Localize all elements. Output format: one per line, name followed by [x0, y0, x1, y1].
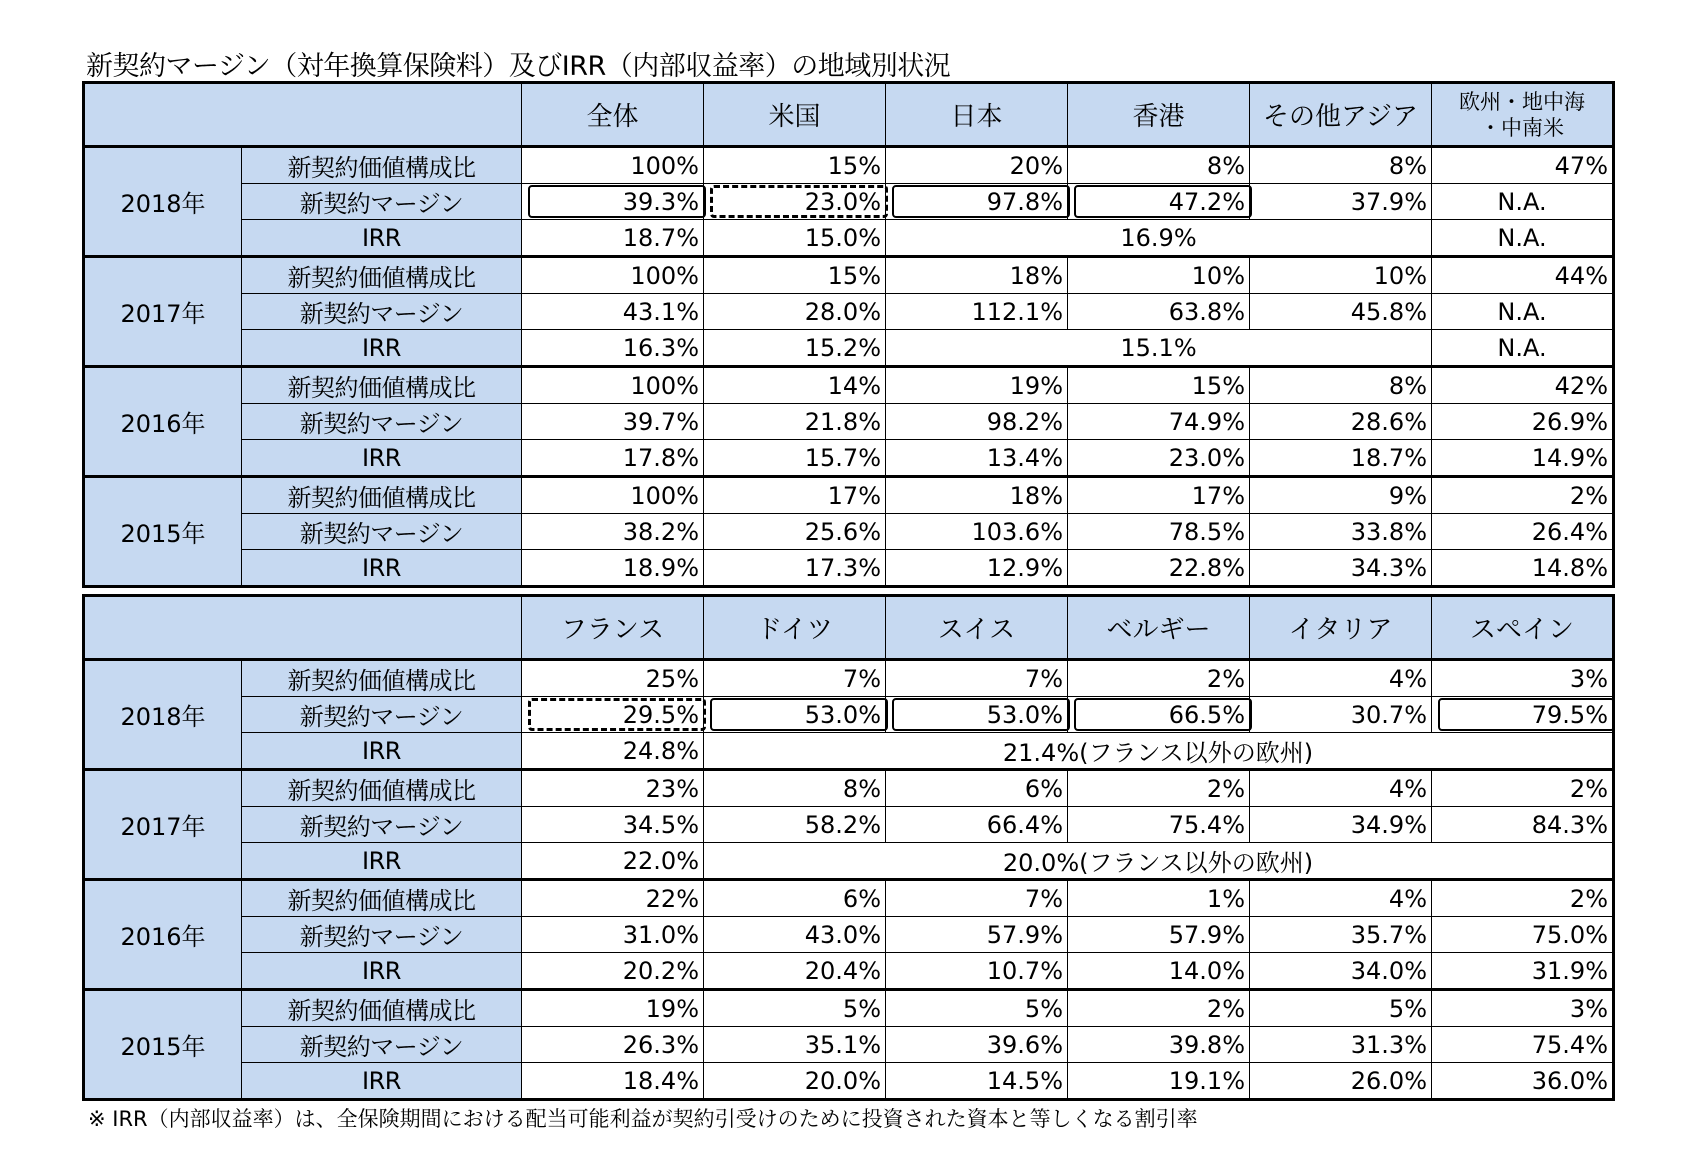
table-cell: 15.7% — [704, 440, 886, 477]
table-cell: 22% — [522, 880, 704, 917]
table-cell: 57.9% — [1068, 917, 1250, 953]
table-cell: 20% — [886, 147, 1068, 184]
table-cell: N.A. — [1432, 330, 1614, 367]
table-row — [84, 184, 1614, 220]
row-label: 新契約マージン — [242, 294, 522, 330]
table-cell: 17.3% — [704, 550, 886, 587]
table-cell: 9% — [1250, 477, 1432, 514]
table-cell: N.A. — [1432, 220, 1614, 257]
table-cell: 34.3% — [1250, 550, 1432, 587]
table-cell: 53.0% — [886, 697, 1068, 733]
table-cell: 17.8% — [522, 440, 704, 477]
table-row — [84, 733, 1614, 770]
table-header-row — [84, 596, 1614, 660]
table-cell: 19% — [886, 367, 1068, 404]
table-row — [84, 917, 1614, 953]
year-cell: 2015年 — [84, 990, 242, 1100]
table-cell: 5% — [886, 990, 1068, 1027]
table-cell: 8% — [1250, 367, 1432, 404]
table-cell: 14.0% — [1068, 953, 1250, 990]
year-cell: 2016年 — [84, 880, 242, 990]
table-cell: 58.2% — [704, 807, 886, 843]
table-cell: 103.6% — [886, 514, 1068, 550]
table-row — [84, 147, 1614, 184]
table-cell: 2% — [1432, 477, 1614, 514]
table-cell: 4% — [1250, 880, 1432, 917]
column-header: その他アジア — [1250, 83, 1432, 147]
row-label: 新契約マージン — [242, 807, 522, 843]
row-label: 新契約価値構成比 — [242, 477, 522, 514]
table-cell: 100% — [522, 147, 704, 184]
table-cell: 18.7% — [1250, 440, 1432, 477]
row-label: 新契約価値構成比 — [242, 990, 522, 1027]
table-cell: 15.0% — [704, 220, 886, 257]
table-cell: 75.0% — [1432, 917, 1614, 953]
table-cell: 29.5% — [522, 697, 704, 733]
table-cell: 20.0% — [704, 1063, 886, 1100]
table-cell: 16.3% — [522, 330, 704, 367]
table-row — [84, 404, 1614, 440]
table-cell: 17% — [1068, 477, 1250, 514]
row-label: 新契約マージン — [242, 404, 522, 440]
row-label: 新契約価値構成比 — [242, 660, 522, 697]
row-label: 新契約価値構成比 — [242, 367, 522, 404]
table-cell: 100% — [522, 367, 704, 404]
table-cell: 34.5% — [522, 807, 704, 843]
row-label: IRR — [242, 733, 522, 770]
column-header: 欧州・地中海 ・中南米 — [1432, 83, 1614, 147]
table-cell: 43.0% — [704, 917, 886, 953]
table-cell: 75.4% — [1068, 807, 1250, 843]
table-cell: 26.9% — [1432, 404, 1614, 440]
table-cell: 35.7% — [1250, 917, 1432, 953]
row-label: 新契約マージン — [242, 514, 522, 550]
column-header: 日本 — [886, 83, 1068, 147]
table-cell: 79.5% — [1432, 697, 1614, 733]
table-cell: 31.9% — [1432, 953, 1614, 990]
table-cell: 17% — [704, 477, 886, 514]
row-label: IRR — [242, 330, 522, 367]
table-cell: 26.3% — [522, 1027, 704, 1063]
table-cell: 45.8% — [1250, 294, 1432, 330]
table-cell: 14% — [704, 367, 886, 404]
table-cell: 2% — [1068, 660, 1250, 697]
table-cell: 10% — [1068, 257, 1250, 294]
table-cell: 2% — [1432, 880, 1614, 917]
row-label: 新契約価値構成比 — [242, 770, 522, 807]
table-cell: 18.4% — [522, 1063, 704, 1100]
column-header: フランス — [522, 596, 704, 660]
table-cell: 25% — [522, 660, 704, 697]
row-label: 新契約価値構成比 — [242, 880, 522, 917]
table-cell: 39.8% — [1068, 1027, 1250, 1063]
table-cell: 112.1% — [886, 294, 1068, 330]
year-cell: 2018年 — [84, 147, 242, 257]
table-cell: 36.0% — [1432, 1063, 1614, 1100]
table-cell: 63.8% — [1068, 294, 1250, 330]
table-cell: N.A. — [1432, 184, 1614, 220]
table-cell: 35.1% — [704, 1027, 886, 1063]
table-cell: 37.9% — [1250, 184, 1432, 220]
row-label: IRR — [242, 953, 522, 990]
table-cell: 14.8% — [1432, 550, 1614, 587]
table-cell: 84.3% — [1432, 807, 1614, 843]
table-cell: 14.5% — [886, 1063, 1068, 1100]
table-cell: 1% — [1068, 880, 1250, 917]
table-cell: 20.2% — [522, 953, 704, 990]
table-cell: 4% — [1250, 770, 1432, 807]
table-row — [84, 843, 1614, 880]
table-row — [84, 367, 1614, 404]
column-header: 米国 — [704, 83, 886, 147]
table-row — [84, 294, 1614, 330]
row-label: 新契約価値構成比 — [242, 257, 522, 294]
table-cell: 3% — [1432, 660, 1614, 697]
table-cell: 18.9% — [522, 550, 704, 587]
table-cell: 74.9% — [1068, 404, 1250, 440]
table-cell: 2% — [1068, 770, 1250, 807]
row-label: IRR — [242, 550, 522, 587]
table-cell: 44% — [1432, 257, 1614, 294]
corner-cell — [84, 596, 522, 660]
table-cell: 2% — [1432, 770, 1614, 807]
table-cell: 75.4% — [1432, 1027, 1614, 1063]
table-cell: 33.8% — [1250, 514, 1432, 550]
corner-cell — [84, 83, 522, 147]
table-cell: 15% — [704, 147, 886, 184]
table-cell: 31.0% — [522, 917, 704, 953]
table-row — [84, 257, 1614, 294]
table-cell: 22.0% — [522, 843, 704, 880]
table-cell: 10% — [1250, 257, 1432, 294]
table-cell: 18% — [886, 257, 1068, 294]
table-cell: 39.6% — [886, 1027, 1068, 1063]
table-cell: 6% — [704, 880, 886, 917]
table-row — [84, 1063, 1614, 1100]
table-cell: 18.7% — [522, 220, 704, 257]
table-cell: 4% — [1250, 660, 1432, 697]
table-row — [84, 1027, 1614, 1063]
table-row — [84, 220, 1614, 257]
table-row — [84, 880, 1614, 917]
column-header: スイス — [886, 596, 1068, 660]
table-row — [84, 330, 1614, 367]
page-title: 新契約マージン（対年換算保険料）及びIRR（内部収益率）の地域別状況 — [86, 51, 951, 82]
column-header: 全体 — [522, 83, 704, 147]
table-cell: 66.4% — [886, 807, 1068, 843]
table-cell: 39.3% — [522, 184, 704, 220]
table-cell: N.A. — [1432, 294, 1614, 330]
table-cell: 23.0% — [704, 184, 886, 220]
table-cell: 31.3% — [1250, 1027, 1432, 1063]
table-cell: 26.4% — [1432, 514, 1614, 550]
year-cell: 2017年 — [84, 257, 242, 367]
year-cell: 2016年 — [84, 367, 242, 477]
table-cell: 30.7% — [1250, 697, 1432, 733]
year-cell: 2017年 — [84, 770, 242, 880]
table-row — [84, 770, 1614, 807]
table-cell: 15% — [1068, 367, 1250, 404]
row-label: 新契約マージン — [242, 184, 522, 220]
table-cell: 57.9% — [886, 917, 1068, 953]
table-cell: 38.2% — [522, 514, 704, 550]
year-cell: 2018年 — [84, 660, 242, 770]
table-cell: 8% — [1068, 147, 1250, 184]
table-cell: 6% — [886, 770, 1068, 807]
table-cell: 10.7% — [886, 953, 1068, 990]
table-cell: 12.9% — [886, 550, 1068, 587]
column-header: ドイツ — [704, 596, 886, 660]
table-row — [84, 953, 1614, 990]
table-cell: 97.8% — [886, 184, 1068, 220]
table-cell: 19.1% — [1068, 1063, 1250, 1100]
table-cell: 26.0% — [1250, 1063, 1432, 1100]
table-cell: 2% — [1068, 990, 1250, 1027]
row-label: 新契約価値構成比 — [242, 147, 522, 184]
table-row — [84, 990, 1614, 1027]
table-cell: 24.8% — [522, 733, 704, 770]
region-table — [82, 81, 1615, 588]
table-cell: 47% — [1432, 147, 1614, 184]
table-cell: 47.2% — [1068, 184, 1250, 220]
table-cell: 8% — [1250, 147, 1432, 184]
table-cell: 7% — [886, 660, 1068, 697]
column-header: ベルギー — [1068, 596, 1250, 660]
row-label: IRR — [242, 220, 522, 257]
row-label: 新契約マージン — [242, 697, 522, 733]
table-cell: 42% — [1432, 367, 1614, 404]
table-cell: 34.9% — [1250, 807, 1432, 843]
table-cell: 28.6% — [1250, 404, 1432, 440]
table-cell: 43.1% — [522, 294, 704, 330]
table-cell: 98.2% — [886, 404, 1068, 440]
row-label: 新契約マージン — [242, 1027, 522, 1063]
row-label: IRR — [242, 843, 522, 880]
table-cell: 20.4% — [704, 953, 886, 990]
table-cell: 39.7% — [522, 404, 704, 440]
table-cell: 5% — [704, 990, 886, 1027]
table-row — [84, 550, 1614, 587]
table-cell: 13.4% — [886, 440, 1068, 477]
table-cell: 28.0% — [704, 294, 886, 330]
footnote: ※ IRR（内部収益率）は、全保険期間における配当可能利益が契約引受けのために投資された資本と等しくなる割引率 — [88, 1107, 1198, 1131]
table-row — [84, 807, 1614, 843]
table-row — [84, 514, 1614, 550]
table-cell: 23.0% — [1068, 440, 1250, 477]
table-row — [84, 440, 1614, 477]
table-cell: 15.2% — [704, 330, 886, 367]
merged-cell: 15.1% — [886, 330, 1432, 367]
column-header: 香港 — [1068, 83, 1250, 147]
table-row — [84, 697, 1614, 733]
table-cell: 7% — [704, 660, 886, 697]
table-cell: 5% — [1250, 990, 1432, 1027]
row-label: IRR — [242, 440, 522, 477]
merged-cell: 20.0%(フランス以外の欧州) — [704, 843, 1614, 880]
table-row — [84, 477, 1614, 514]
table-header-row — [84, 83, 1614, 147]
column-header: イタリア — [1250, 596, 1432, 660]
merged-cell: 21.4%(フランス以外の欧州) — [704, 733, 1614, 770]
table-cell: 3% — [1432, 990, 1614, 1027]
table-cell: 7% — [886, 880, 1068, 917]
table-cell: 14.9% — [1432, 440, 1614, 477]
table-cell: 22.8% — [1068, 550, 1250, 587]
table-cell: 23% — [522, 770, 704, 807]
row-label: IRR — [242, 1063, 522, 1100]
table-cell: 19% — [522, 990, 704, 1027]
table-cell: 8% — [704, 770, 886, 807]
europe-table — [82, 594, 1615, 1101]
table-cell: 66.5% — [1068, 697, 1250, 733]
table-cell: 15% — [704, 257, 886, 294]
table-cell: 100% — [522, 477, 704, 514]
table-cell: 78.5% — [1068, 514, 1250, 550]
merged-cell: 16.9% — [886, 220, 1432, 257]
table-row — [84, 660, 1614, 697]
year-cell: 2015年 — [84, 477, 242, 587]
column-header: スペイン — [1432, 596, 1614, 660]
row-label: 新契約マージン — [242, 917, 522, 953]
table-cell: 21.8% — [704, 404, 886, 440]
table-cell: 34.0% — [1250, 953, 1432, 990]
table-cell: 18% — [886, 477, 1068, 514]
table-cell: 25.6% — [704, 514, 886, 550]
table-cell: 53.0% — [704, 697, 886, 733]
table-cell: 100% — [522, 257, 704, 294]
